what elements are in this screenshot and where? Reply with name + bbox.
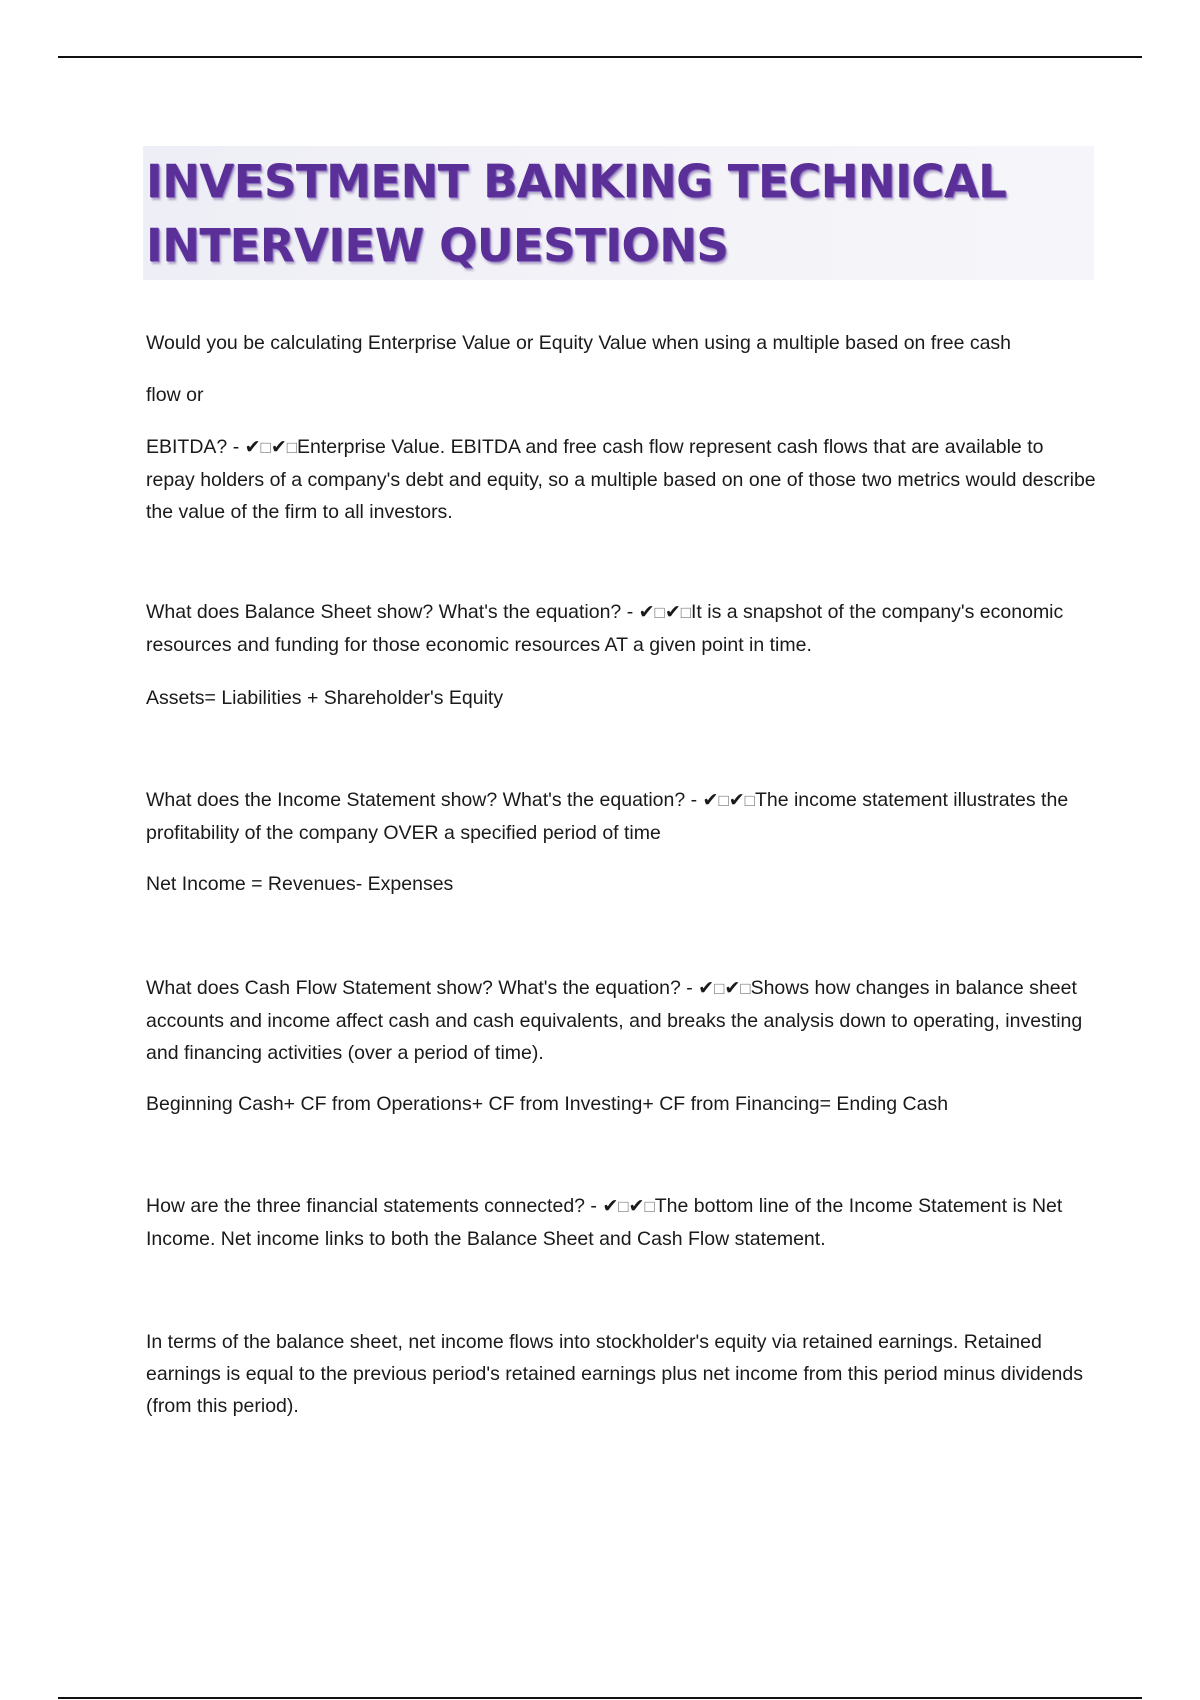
box-icon: □ [680, 603, 692, 622]
answer-text: It is a snapshot of the company's economic resources and funding for those economic resources AT a given point in time. [146, 601, 1064, 656]
check-icon: ✔ [638, 602, 655, 623]
qa-block [146, 1190, 1096, 1255]
check-icon: ✔ [602, 1196, 619, 1217]
question-text: What does Cash Flow Statement show? What's the equation? - [146, 977, 699, 999]
answer-text: The bottom line of the Income Statement is Net Income. Net income links to both the Balance Sheet and Cash Flow statement. [146, 1195, 1063, 1250]
question-text: EBITDA? - [146, 436, 245, 458]
check-icon: ✔ [724, 978, 741, 999]
box-icon: □ [718, 791, 729, 810]
qa-block [146, 596, 1096, 661]
equation-text: Net Income = Revenues- Expenses [146, 873, 454, 895]
question-text: flow or [146, 384, 204, 406]
check-icon: ✔ [702, 790, 719, 811]
page-title: INVESTMENT BANKING TECHNICAL INTERVIEW QUESTIONS [146, 155, 1007, 272]
question-text: Would you be calculating Enterprise Value or Equity Value when using a multiple based on free cash [146, 332, 1012, 354]
qa-block [146, 784, 1096, 849]
answer-text: In terms of the balance sheet, net income flows into stockholder's equity via retained earnings. Retained earnings is equal to the previous period's retained earnings plus net income from this period minus dividends (from this period). [146, 1331, 1083, 1417]
qa-block [146, 431, 1096, 528]
box-icon: □ [260, 438, 271, 457]
question-text: What does the Income Statement show? What's the equation? - [146, 789, 703, 811]
check-icon: ✔ [664, 602, 681, 623]
question-text: How are the three financial statements connected? - [146, 1195, 603, 1217]
box-icon: □ [286, 438, 298, 457]
answer-text: The income statement illustrates the profitability of the company OVER a specified period of time [146, 789, 1069, 844]
box-icon: □ [618, 1197, 629, 1216]
check-icon: ✔ [270, 437, 287, 458]
check-icon: ✔ [628, 1196, 645, 1217]
equation-text: Assets= Liabilities + Shareholder's Equity [146, 687, 504, 709]
answer-text: Shows how changes in balance sheet accounts and income affect cash and cash equivalents, and breaks the analysis down to operating, investing and financing activities (over a period of time). [146, 977, 1083, 1064]
check-icon: ✔ [728, 790, 745, 811]
box-icon: □ [744, 791, 755, 810]
box-icon: □ [714, 979, 725, 998]
box-icon: □ [644, 1197, 655, 1216]
answer-text: Enterprise Value. EBITDA and free cash flow represent cash flows that are available to repay holders of a company's debt and equity, so a multiple based on one of those two metrics would describe the value of the firm to all investors. [146, 436, 1096, 523]
qa-block [146, 972, 1096, 1069]
top-rule [58, 56, 1142, 58]
equation-text: Beginning Cash+ CF from Operations+ CF from Investing+ CF from Financing= Ending Cash [146, 1093, 949, 1115]
box-icon: □ [740, 979, 751, 998]
question-text: What does Balance Sheet show? What's the equation? - [146, 601, 639, 623]
bottom-rule [58, 1697, 1142, 1699]
check-icon: ✔ [698, 978, 715, 999]
box-icon: □ [654, 603, 665, 622]
check-icon: ✔ [244, 437, 261, 458]
